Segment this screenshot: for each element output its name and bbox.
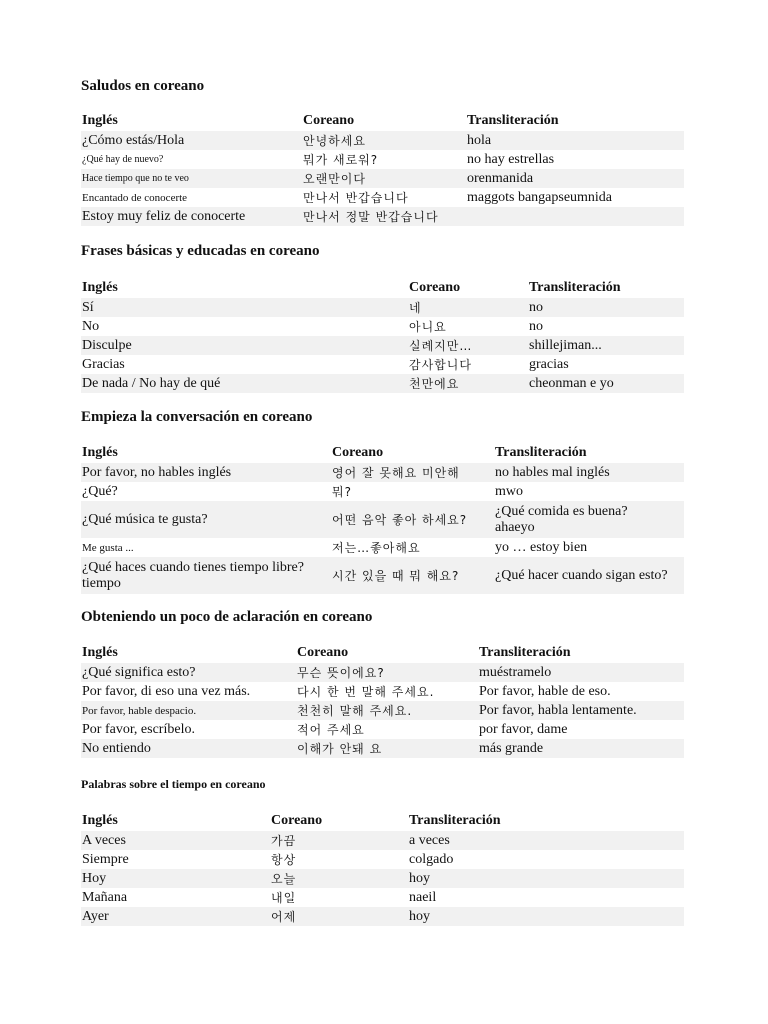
cell-transliteration: shillejiman... [529,337,602,353]
cell-english: Hoy [82,870,107,886]
header-transliteration: Transliteración [495,445,587,460]
table-row [81,317,684,336]
header-korean: Coreano [297,645,349,660]
cell-korean: 가끔 [271,833,297,848]
table-time-words [81,811,684,926]
cell-english: ¿Qué? [82,483,118,499]
cell-transliteration: a veces [409,832,450,848]
table-row [81,557,684,594]
cell-transliteration: no [529,299,543,315]
cell-transliteration: no hay estrellas [467,151,555,167]
header-english: Inglés [82,813,118,828]
header-korean: Coreano [332,445,384,460]
cell-korean: 오랜만이다 [303,171,366,186]
cell-korean: 네 [409,300,422,315]
cell-transliteration: ¿Qué comida es buena? ahaeyo [495,503,628,535]
cell-english: No [82,318,100,334]
cell-transliteration: yo … estoy bien [495,539,588,555]
cell-korean: 적어 주세요 [297,722,365,737]
cell-korean: 영어 잘 못해요 미안해 [332,465,460,480]
header-transliteration: Transliteración [479,645,571,660]
cell-korean: 뭐가 새로워? [303,152,379,167]
cell-korean: 안녕하세요 [303,133,366,148]
cell-korean: 만나서 정말 반갑습니다 [303,209,439,224]
cell-korean: 다시 한 번 말해 주세요. [297,684,435,699]
cell-transliteration: colgado [409,851,454,867]
cell-korean: 아니요 [409,319,447,334]
cell-korean: 실례지만… [409,338,473,353]
header-english: Inglés [82,113,118,128]
cell-transliteration: por favor, dame [479,721,568,737]
section-title-basic-phrases: Frases básicas y educadas en coreano [81,243,320,259]
cell-korean: 만나서 반갑습니다 [303,190,409,205]
section-title-clarification: Obteniendo un poco de aclaración en coreano [81,609,373,625]
table-row [81,869,684,888]
cell-english: Disculpe [82,337,132,353]
cell-english: Me gusta ... [82,541,134,554]
header-transliteration: Transliteración [529,280,621,295]
table-start-conversation [81,443,684,594]
header-korean: Coreano [409,280,461,295]
table-row [81,169,684,188]
header-korean: Coreano [271,813,323,828]
cell-english: Sí [82,299,94,315]
cell-english: Hace tiempo que no te veo [82,172,189,184]
cell-korean: 무슨 뜻이에요? [297,665,385,680]
header-transliteration: Transliteración [467,113,559,128]
cell-korean: 천천히 말해 주세요. [297,703,413,718]
cell-english: Encantado de conocerte [82,191,188,204]
table-greetings [81,111,684,226]
cell-korean: 항상 [271,852,297,867]
cell-english: No entiendo [82,740,151,756]
table-row [81,682,684,701]
cell-korean: 저는…좋아해요 [332,540,421,555]
cell-english: Por favor, no hables inglés [82,464,232,480]
cell-korean: 오늘 [271,871,297,886]
cell-transliteration: gracias [529,356,569,372]
cell-transliteration: no [529,318,543,334]
section-title-time-words: Palabras sobre el tiempo en coreano [81,777,266,791]
table-row [81,298,684,317]
table-row [81,701,684,720]
table-row [81,188,684,207]
cell-korean: 어제 [271,909,297,924]
section-title-start-conversation: Empieza la conversación en coreano [81,409,313,425]
table-row [81,850,684,869]
cell-korean: 뭐? [332,484,352,499]
cell-transliteration: muéstramelo [479,664,552,680]
cell-transliteration: maggots bangapseumnida [467,189,613,205]
table-row [81,207,684,226]
cell-transliteration: Por favor, habla lentamente. [479,702,637,718]
section-title-greetings: Saludos en coreano [81,78,205,94]
header-english: Inglés [82,445,118,460]
table-row [81,336,684,355]
header-english: Inglés [82,280,118,295]
cell-transliteration: orenmanida [467,170,534,186]
cell-korean: 시간 있을 때 뭐 해요? [332,568,460,583]
cell-korean: 감사합니다 [409,357,472,372]
table-row [81,374,684,393]
table-row [81,739,684,758]
cell-transliteration: hoy [409,908,430,924]
cell-korean: 내일 [271,890,297,905]
table-clarification [81,643,684,758]
cell-transliteration: ¿Qué hacer cuando sigan esto? [495,567,668,583]
cell-transliteration: más grande [479,740,544,756]
table-basic-phrases [81,278,684,393]
cell-english: Por favor, di eso una vez más. [82,683,251,699]
cell-english: Por favor, hable despacio. [82,704,197,717]
header-transliteration: Transliteración [409,813,501,828]
table-row [81,150,684,169]
cell-english: Mañana [82,889,128,905]
table-row [81,720,684,739]
table-header [81,278,684,298]
table-header [81,811,684,831]
cell-english: Gracias [82,356,125,372]
cell-transliteration: naeil [409,889,437,905]
cell-transliteration: hola [467,132,492,148]
table-row [81,501,684,538]
cell-english: Siempre [82,851,129,867]
cell-transliteration: Por favor, hable de eso. [479,683,611,699]
table-row [81,463,684,482]
cell-english: ¿Qué significa esto? [82,664,196,680]
cell-english: Estoy muy feliz de conocerte [82,208,246,224]
table-row [81,355,684,374]
cell-english: A veces [82,832,126,848]
cell-english: ¿Qué haces cuando tienes tiempo libre? tiempo [82,559,304,591]
cell-korean: 이해가 안돼 요 [297,741,383,756]
cell-transliteration: hoy [409,870,430,886]
cell-english: Por favor, escríbelo. [82,721,195,737]
table-row [81,888,684,907]
cell-korean: 어떤 음악 좋아 하세요? [332,512,468,527]
cell-english: Ayer [82,908,109,924]
table-header [81,443,684,463]
cell-transliteration: cheonman e yo [529,375,614,391]
table-row [81,831,684,850]
cell-transliteration: no hables mal inglés [495,464,610,480]
table-row [81,482,684,501]
table-row [81,907,684,926]
cell-english: De nada / No hay de qué [82,375,221,391]
table-row [81,538,684,557]
table-header [81,643,684,663]
cell-transliteration: mwo [495,483,523,499]
table-header [81,111,684,131]
table-row [81,663,684,682]
header-english: Inglés [82,645,118,660]
cell-english: ¿Qué música te gusta? [82,511,208,527]
cell-english: ¿Cómo estás/Hola [82,132,185,148]
header-korean: Coreano [303,113,355,128]
cell-english: ¿Qué hay de nuevo? [82,153,164,165]
cell-korean: 천만에요 [409,376,460,391]
table-row [81,131,684,150]
